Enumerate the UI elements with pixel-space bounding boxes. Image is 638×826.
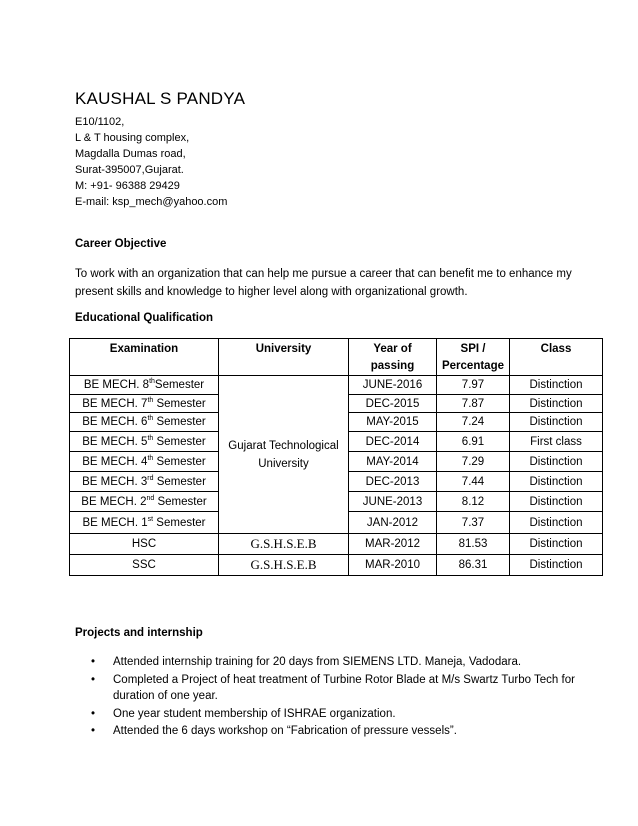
class-cell: Distinction — [510, 512, 603, 534]
table-row — [70, 534, 603, 555]
exam-cell: BE MECH. 3rd Semester — [70, 472, 219, 492]
year-cell: DEC-2014 — [349, 432, 437, 452]
bullet-icon: • — [91, 656, 96, 668]
col-class: Class — [510, 339, 603, 376]
contact-block — [75, 114, 227, 210]
address-line: E10/1102, — [75, 116, 125, 128]
year-cell: MAR-2010 — [349, 555, 437, 576]
class-cell: Distinction — [510, 555, 603, 576]
exam-cell: BE MECH. 8thSemester — [70, 376, 219, 395]
class-cell: Distinction — [510, 376, 603, 395]
board-cell: G.S.H.S.E.B — [219, 555, 349, 576]
candidate-name: KAUSHAL S PANDYA — [75, 89, 246, 108]
class-cell: First class — [510, 432, 603, 452]
career-objective-text: To work with an organization that can help me pursue a career that can benefit me to enhance my present skills and knowledge to higher level along with organizational growth. — [75, 268, 572, 298]
class-cell: Distinction — [510, 413, 603, 432]
university-cell: Gujarat Technological University — [219, 376, 349, 534]
exam-cell: BE MECH. 2nd Semester — [70, 492, 219, 512]
spi-cell: 6.91 — [437, 432, 510, 452]
list-item: • One year student membership of ISHRAE organization. — [75, 706, 575, 723]
address-line: Magdalla Dumas road, — [75, 148, 186, 160]
spi-cell: 7.37 — [437, 512, 510, 534]
exam-cell: BE MECH. 1st Semester — [70, 512, 219, 534]
table-row — [70, 555, 603, 576]
list-item: • Attended internship training for 20 days from SIEMENS LTD. Maneja, Vadodara. — [75, 654, 575, 671]
list-item: • Completed a Project of heat treatment of Turbine Rotor Blade at M/s Swartz Turbo Tech for duration of one year. — [91, 673, 575, 702]
spi-cell: 7.87 — [437, 395, 510, 413]
projects-heading: Projects and internship — [75, 627, 203, 639]
career-objective-heading: Career Objective — [75, 238, 167, 250]
col-examination: Examination — [70, 339, 219, 376]
address-line: Surat-395007,Gujarat. — [75, 164, 184, 176]
education-heading: Educational Qualification — [75, 312, 214, 324]
year-cell: MAY-2015 — [349, 413, 437, 432]
exam-cell: BE MECH. 5th Semester — [70, 432, 219, 452]
email-line: E-mail: ksp_mech@yahoo.com — [75, 196, 228, 208]
class-cell: Distinction — [510, 452, 603, 472]
address-line: L & T housing complex, — [75, 132, 190, 144]
projects-list — [75, 654, 575, 741]
year-cell: JAN-2012 — [349, 512, 437, 534]
table-row — [70, 376, 603, 395]
bullet-icon: • — [91, 707, 96, 720]
class-cell: Distinction — [510, 472, 603, 492]
year-cell: JUNE-2013 — [349, 492, 437, 512]
col-university: University — [219, 339, 349, 376]
year-cell: MAR-2012 — [349, 534, 437, 555]
spi-cell: 7.29 — [437, 452, 510, 472]
education-table — [69, 338, 603, 576]
spi-cell: 86.31 — [437, 555, 510, 576]
class-cell: Distinction — [510, 534, 603, 555]
exam-cell: BE MECH. 4th Semester — [70, 452, 219, 472]
board-cell: G.S.H.S.E.B — [219, 534, 349, 555]
class-cell: Distinction — [510, 492, 603, 512]
bullet-icon: • — [91, 673, 96, 686]
exam-cell: BE MECH. 7th Semester — [70, 395, 219, 413]
exam-cell: SSC — [70, 555, 219, 576]
year-cell: DEC-2013 — [349, 472, 437, 492]
col-spi: SPI / Percentage — [437, 339, 510, 376]
year-cell: DEC-2015 — [349, 395, 437, 413]
year-cell: JUNE-2016 — [349, 376, 437, 395]
spi-cell: 7.24 — [437, 413, 510, 432]
exam-cell: HSC — [70, 534, 219, 555]
col-year: Year of passing — [349, 339, 437, 376]
spi-cell: 81.53 — [437, 534, 510, 555]
spi-cell: 8.12 — [437, 492, 510, 512]
exam-cell: BE MECH. 6th Semester — [70, 413, 219, 432]
table-header-row — [70, 339, 603, 376]
class-cell: Distinction — [510, 395, 603, 413]
year-cell: MAY-2014 — [349, 452, 437, 472]
spi-cell: 7.97 — [437, 376, 510, 395]
list-item: • Attended the 6 days workshop on “Fabrication of pressure vessels”. — [75, 723, 575, 740]
mobile-line: M: +91- 96388 29429 — [75, 180, 180, 192]
spi-cell: 7.44 — [437, 472, 510, 492]
bullet-icon: • — [91, 725, 96, 737]
